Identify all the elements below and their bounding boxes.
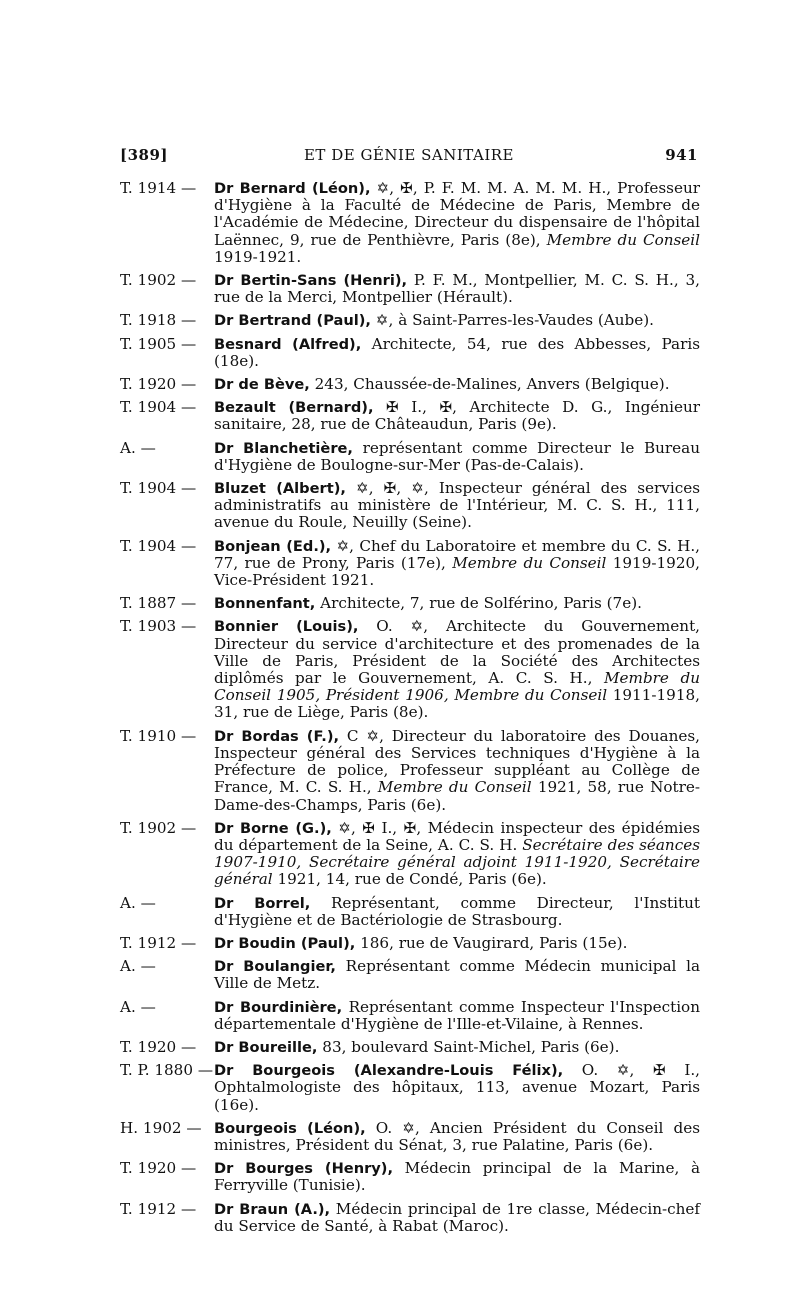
- member-details: Représentant comme Inspecteur l'Inspection départementale d'Hygiène de l'Ille-et-Vilaine, à Rennes.: [214, 997, 700, 1033]
- member-name: Dr Braun (A.),: [214, 1200, 331, 1218]
- page-number: 941: [665, 146, 698, 164]
- entry-body: [214, 180, 700, 266]
- entry-body: [214, 272, 700, 306]
- member-office: Membre du Conseil 1905, Président 1906, Membre du Conseil: [214, 669, 700, 705]
- list-item: [120, 272, 700, 306]
- member-name: Dr de Bève,: [214, 376, 310, 394]
- member-name: Dr Bourges (Henry),: [214, 1160, 394, 1178]
- member-details: Médecin principal de la Marine, à Ferryville (Tunisie).: [214, 1159, 700, 1195]
- entry-body: [214, 595, 700, 612]
- entry-body: [214, 1201, 700, 1235]
- member-details: 243, Chaussée-de-Malines, Anvers (Belgique).: [309, 375, 670, 394]
- list-item: [120, 820, 700, 889]
- member-office-years: 1921, 14, rue de Condé, Paris (6e).: [272, 870, 547, 889]
- entry-body: [214, 1120, 700, 1154]
- entry-prefix: T. 1912 —: [120, 1199, 197, 1218]
- entry-prefix: T. 1912 —: [120, 933, 197, 952]
- entry-body: [214, 312, 700, 329]
- entry-prefix: H. 1902 —: [120, 1118, 202, 1137]
- entry-body: [214, 1039, 700, 1056]
- entry-prefix: A. —: [120, 893, 156, 912]
- list-item: [120, 1201, 700, 1235]
- member-name: Bluzet (Albert),: [214, 480, 346, 498]
- list-item: [120, 935, 700, 952]
- member-details: représentant comme Directeur le Bureau d'Hygiène de Boulogne-sur-Mer (Pas-de-Calais).: [214, 438, 700, 474]
- list-item: [120, 538, 700, 590]
- entry-body: [214, 1160, 700, 1194]
- entry-prefix: T. 1903 —: [120, 617, 197, 636]
- running-header: [120, 146, 698, 168]
- entry-prefix: T. 1905 —: [120, 334, 197, 353]
- member-name: Bezault (Bernard),: [214, 399, 374, 417]
- member-name: Bonnenfant,: [214, 595, 316, 613]
- entry-prefix: T. 1887 —: [120, 594, 197, 613]
- list-item: [120, 399, 700, 433]
- member-details: O. ✡, Ancien Président du Conseil des ministres, Président du Sénat, 3, rue Palatine, Paris (6e).: [214, 1118, 700, 1154]
- member-name: Dr Borrel,: [214, 894, 311, 912]
- entry-body: [214, 618, 700, 721]
- member-name: Dr Bertrand (Paul),: [214, 312, 371, 330]
- list-item: [120, 376, 700, 393]
- member-details: ✠ I., ✠, Architecte D. G., Ingénieur sanitaire, 28, rue de Châteaudun, Paris (9e).: [214, 398, 701, 434]
- member-name: Dr Borne (G.),: [214, 819, 332, 837]
- member-name: Dr Bertin-Sans (Henri),: [214, 272, 408, 290]
- entry-prefix: T. 1914 —: [120, 179, 197, 197]
- entry-prefix: T. 1902 —: [120, 818, 197, 837]
- entry-body: [214, 336, 700, 370]
- member-name: Bonnier (Louis),: [214, 618, 359, 636]
- list-item: [120, 480, 700, 532]
- entry-prefix: T. 1920 —: [120, 1159, 197, 1178]
- entry-prefix: T. 1920 —: [120, 375, 197, 394]
- member-name: Dr Boureille,: [214, 1038, 318, 1056]
- entry-body: [214, 440, 700, 474]
- entry-body: [214, 480, 700, 532]
- list-item: [120, 618, 700, 721]
- entry-body: [214, 820, 700, 889]
- list-item: [120, 1039, 700, 1056]
- entry-body: [214, 728, 700, 814]
- member-details: 83, boulevard Saint-Michel, Paris (6e).: [317, 1037, 620, 1056]
- member-office: Secrétaire des séances 1907-1910, Secrétaire général adjoint 1911-1920, Secrétaire général: [214, 835, 700, 889]
- list-item: [120, 440, 700, 474]
- entry-prefix: T. 1918 —: [120, 311, 197, 330]
- list-item: [120, 958, 700, 992]
- running-title: ET DE GÉNIE SANITAIRE: [303, 146, 514, 164]
- member-office-years: 1919-1920, Vice-Président 1921.: [214, 553, 700, 590]
- member-name: Dr Bordas (F.),: [214, 727, 340, 745]
- entry-prefix: T. 1920 —: [120, 1037, 197, 1056]
- entry-prefix: T. 1902 —: [120, 271, 197, 290]
- member-name: Dr Boudin (Paul),: [214, 934, 356, 952]
- list-item: [120, 895, 700, 929]
- entry-body: [214, 1062, 700, 1114]
- member-name: Dr Bernard (Léon),: [214, 180, 371, 197]
- member-name: Bourgeois (Léon),: [214, 1119, 366, 1137]
- member-details: Architecte, 7, rue de Solférino, Paris (7e).: [315, 594, 642, 613]
- entry-body: [214, 958, 700, 992]
- member-name: Bonjean (Ed.),: [214, 537, 332, 555]
- entry-prefix: T. 1910 —: [120, 726, 197, 745]
- entry-prefix: T. 1904 —: [120, 479, 197, 498]
- member-name: Dr Blanchetière,: [214, 439, 353, 457]
- entry-prefix: A. —: [120, 997, 156, 1016]
- member-details: ✡, ✠, ✡, Inspecteur général des services administratifs au ministère de l'Intérieur, M. C. S. H., 111, avenue du Roule, Neuilly (Seine).: [214, 479, 700, 532]
- entry-body: [214, 376, 700, 393]
- member-name: Dr Bourgeois (Alexandre-Louis Félix),: [214, 1062, 564, 1080]
- member-details: Représentant, comme Directeur, l'Institut d'Hygiène et de Bactériologie de Strasbourg.: [214, 893, 700, 929]
- entry-prefix: A. —: [120, 438, 156, 457]
- entry-body: [214, 538, 700, 590]
- entry-body: [214, 935, 700, 952]
- list-item: [120, 1120, 700, 1154]
- member-office: Membre du Conseil: [452, 553, 607, 572]
- entry-body: [214, 895, 700, 929]
- member-name: Dr Boulangier,: [214, 958, 336, 976]
- entry-prefix: T. P. 1880 —: [120, 1061, 214, 1080]
- member-office-years: 1919-1921.: [214, 247, 302, 266]
- member-details: C ✡, Directeur du laboratoire des Douanes, Inspecteur général des Services techniques d'Hygiène à la Préfecture de police, Professeur suppléant au Collège de France, M. C. S. H.,: [214, 726, 700, 797]
- member-details: ✡, ✠, P. F. M. M. A. M. M. H., Professeur d'Hygiène à la Faculté de Médecine de Paris, Membre de l'Académie de Médecine, Directeur du dispensaire de l'hôpital Laënnec, 9, rue de Penthièvre, Paris (8e),: [214, 179, 700, 249]
- list-item: [120, 728, 700, 814]
- member-list: [120, 180, 700, 1241]
- list-item: [120, 999, 700, 1033]
- entry-prefix: T. 1904 —: [120, 398, 197, 417]
- member-name: Besnard (Alfred),: [214, 335, 362, 353]
- page-bracket-number: [389]: [120, 146, 169, 164]
- member-details: ✡, à Saint-Parres-les-Vaudes (Aube).: [370, 311, 654, 330]
- member-details: O. ✡, Architecte du Gouvernement, Directeur du service d'architecture et des promenades de la Ville de Paris, Président de la Société des Architectes diplômés par le Gouvernement, A. C. S. H.,: [214, 617, 700, 688]
- member-details: Représentant comme Médecin municipal la Ville de Metz.: [214, 957, 700, 993]
- list-item: [120, 312, 700, 329]
- entry-prefix: T. 1904 —: [120, 536, 197, 555]
- member-details: Architecte, 54, rue des Abbesses, Paris (18e).: [214, 334, 700, 370]
- member-details: Médecin principal de 1re classe, Médecin-chef du Service de Santé, à Rabat (Maroc).: [214, 1199, 701, 1235]
- member-details: ✡, ✠ I., ✠, Médecin inspecteur des épidémies du département de la Seine, A. C. S. H.: [214, 818, 701, 854]
- member-details: ✡, Chef du Laboratoire et membre du C. S. H., 77, rue de Prony, Paris (17e),: [214, 536, 700, 572]
- list-item: [120, 595, 700, 612]
- member-office: Membre du Conseil: [546, 230, 700, 249]
- list-item: [120, 1160, 700, 1194]
- member-name: Dr Bourdinière,: [214, 998, 343, 1016]
- member-office-years: 1921, 58, rue Notre-Dame-des-Champs, Paris (6e).: [214, 778, 700, 814]
- member-office: Membre du Conseil: [377, 778, 532, 797]
- member-office-years: 1911-1918, 31, rue de Liège, Paris (8e).: [214, 686, 700, 722]
- entry-prefix: A. —: [120, 957, 156, 976]
- member-details: O. ✡, ✠ I., Ophtalmologiste des hôpitaux, 113, avenue Mozart, Paris (16e).: [214, 1061, 700, 1114]
- member-details: P. F. M., Montpellier, M. C. S. H., 3, rue de la Merci, Montpellier (Hérault).: [214, 271, 700, 307]
- list-item: [120, 1062, 700, 1114]
- list-item: [120, 180, 700, 266]
- entry-body: [214, 399, 700, 433]
- list-item: [120, 336, 700, 370]
- entry-body: [214, 999, 700, 1033]
- member-details: 186, rue de Vaugirard, Paris (15e).: [355, 933, 628, 952]
